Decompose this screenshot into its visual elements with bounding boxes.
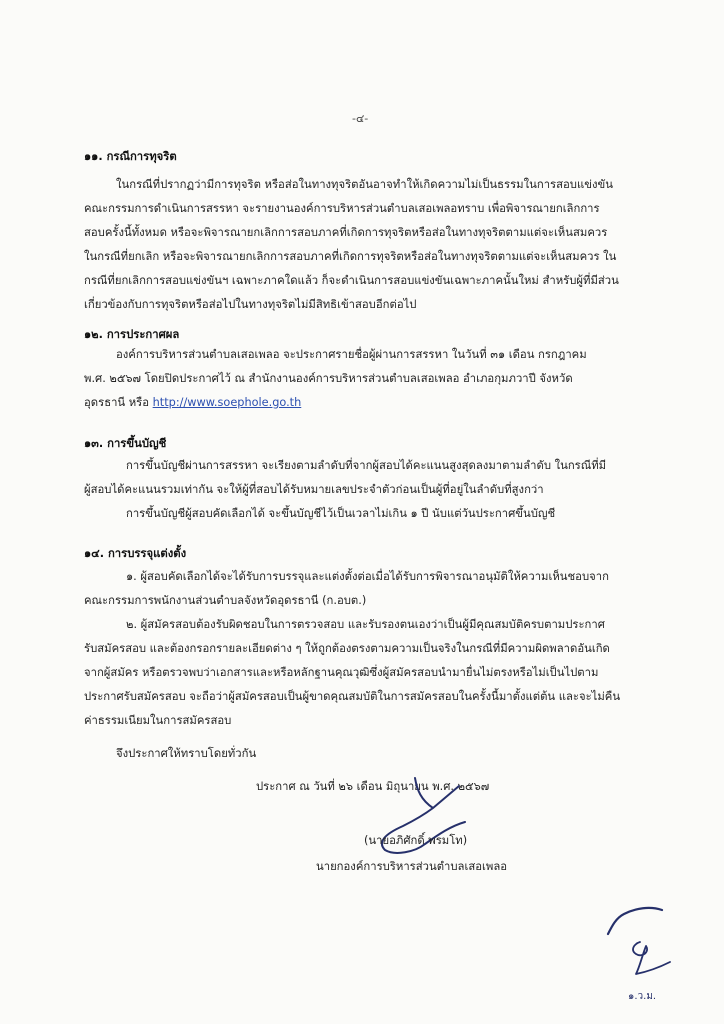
paragraph-line: ในกรณีที่ยกเลิก หรือจะพิจารณายกเลิกการสอบภาคที่เกิดการทุจริตหรือส่อในทางทุจริตตามแต่จะเห็นสมควร ใน: [84, 250, 617, 263]
paragraph-line: องค์การบริหารส่วนตำบลเสอเพลอ จะประกาศรายชื่อผู้ผ่านการสรรหา ในวันที่ ๓๑ เดือน กรกฎาคม: [116, 348, 587, 361]
initials-note: ๑.ว.ม.: [628, 991, 657, 1002]
paragraph-line: กรณีที่ยกเลิกการสอบแข่งขันฯ เฉพาะภาคใดแล้ว ก็จะดำเนินการสอบแข่งขันเฉพาะภาคนั้นใหม่ สำหรับผู้ที่มีส่วน: [84, 274, 619, 287]
paragraph-line: จากผู้สมัคร หรือตรวจพบว่าเอกสารและหรือหลักฐานคุณวุฒิซึ่งผู้สมัครสอบนำมายื่นไม่ตรงหรือไม่เป็นไปตาม: [84, 666, 599, 679]
paragraph-line: ค่าธรรมเนียมในการสมัครสอบ: [84, 714, 232, 727]
paragraph-line: สอบครั้งนี้ทั้งหมด หรือจะพิจารณายกเลิกการสอบภาคที่เกิดการทุจริตหรือส่อในทางทุจริตตามแต่จะเห็นสมควร: [84, 226, 608, 239]
paragraph-line: รับสมัครสอบ และต้องกรอกรายละเอียดต่าง ๆ ให้ถูกต้องตรงตามความเป็นจริงในกรณีที่มีความผิดพลาดอันเกิด: [84, 642, 610, 655]
paragraph-line: ๒. ผู้สมัครสอบต้องรับผิดชอบในการตรวจสอบ และรับรองตนเองว่าเป็นผู้มีคุณสมบัติครบตามประกาศ: [126, 618, 605, 631]
section-heading: ๑๔. การบรรจุแต่งตั้ง: [84, 547, 187, 560]
announcement-date: ประกาศ ณ วันที่ ๒๖ เดือน มิถุนายน พ.ศ. ๒๕๖๗: [256, 780, 490, 793]
paragraph-line: ในกรณีที่ปรากฏว่ามีการทุจริต หรือส่อในทางทุจริตอันอาจทำให้เกิดความไม่เป็นธรรมในการสอบแข่งขัน: [116, 178, 613, 191]
paragraph-line: เกี่ยวข้องกับการทุจริตหรือส่อไปในทางทุจริตไม่มีสิทธิเข้าสอบอีกต่อไป: [84, 298, 417, 311]
paragraph-line: คณะกรรมการดำเนินการสรรหา จะรายงานองค์การบริหารส่วนตำบลเสอเพลอทราบ เพื่อพิจารณายกเลิกการ: [84, 202, 600, 215]
paragraph-text: อุดรธานี หรือ: [84, 396, 150, 409]
paragraph-line: ๑. ผู้สอบคัดเลือกได้จะได้รับการบรรจุและแต่งตั้งต่อเมื่อได้รับการพิจารณาอนุมัติให้ความเห็นชอบจาก: [126, 570, 609, 583]
website-link[interactable]: http://www.soephole.go.th: [152, 396, 302, 409]
paragraph-line: การขึ้นบัญชีผ่านการสรรหา จะเรียงตามลำดับที่จากผู้สอบได้คะแนนสูงสุดลงมาตามลำดับ ในกรณีที่มี: [126, 459, 607, 472]
section-heading: ๑๑. กรณีการทุจริต: [84, 150, 177, 163]
signer-name: (นายอภิศักดิ์ พรมโท): [364, 834, 468, 847]
paragraph-line: การขึ้นบัญชีผู้สอบคัดเลือกได้ จะขึ้นบัญชีไว้เป็นเวลาไม่เกิน ๑ ปี นับแต่วันประกาศขึ้นบัญชี: [126, 507, 556, 520]
page-number: -๔-: [352, 112, 369, 125]
section-heading: ๑๓. การขึ้นบัญชี: [84, 437, 167, 450]
paragraph-line: ประกาศรับสมัครสอบ จะถือว่าผู้สมัครสอบเป็นผู้ขาดคุณสมบัติในการสมัครสอบในครั้งนี้มาตั้งแต่ต้น และจะไม่คืน: [84, 690, 621, 703]
paragraph-line: คณะกรรมการพนักงานส่วนตำบลจังหวัดอุดรธานี (ก.อบต.): [84, 594, 367, 607]
paragraph-line: ผู้สอบได้คะแนนรวมเท่ากัน จะให้ผู้ที่สอบได้รับหมายเลขประจำตัวก่อนเป็นผู้ที่อยู่ในลำดับที่สูงกว่า: [84, 483, 544, 496]
paragraph-line: พ.ศ. ๒๕๖๗ โดยปิดประกาศไว้ ณ สำนักงานองค์การบริหารส่วนตำบลเสอเพลอ อำเภอกุมภวาปี จังหวัด: [84, 372, 573, 385]
section-heading: ๑๒. การประกาศผล: [84, 328, 180, 341]
closing-statement: จึงประกาศให้ทราบโดยทั่วกัน: [116, 747, 257, 760]
paragraph-line: [84, 394, 301, 412]
signer-title: นายกองค์การบริหารส่วนตำบลเสอเพลอ: [316, 860, 508, 873]
